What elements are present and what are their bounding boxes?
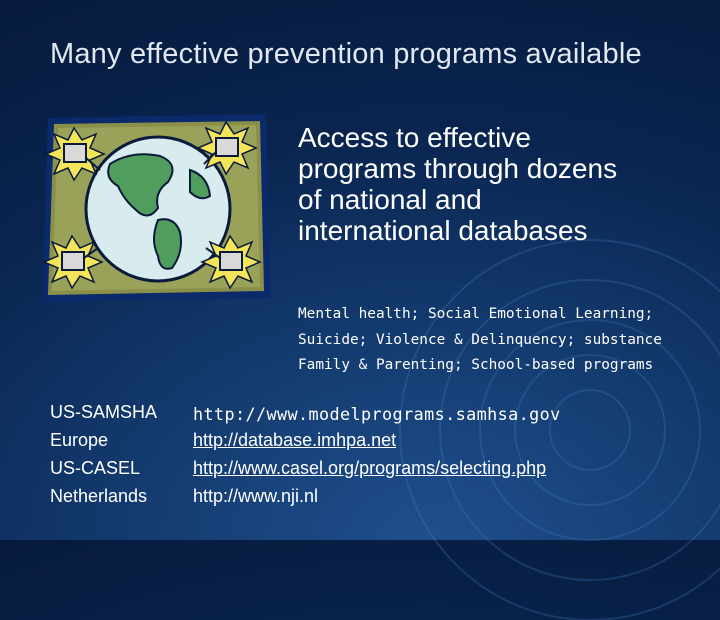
resource-region: US-SAMSHA <box>50 402 158 422</box>
resource-region: Netherlands <box>50 486 148 506</box>
topic-line: Suicide; Violence & Delinquency; substance <box>298 331 662 348</box>
topic-line: Mental health; Social Emotional Learning; <box>298 306 654 322</box>
globe-network-clipart-icon <box>40 112 275 304</box>
lead-line: international databases <box>298 215 588 246</box>
resource-row <box>50 430 710 458</box>
database-resource-list <box>50 402 710 514</box>
resource-row <box>50 458 710 486</box>
lead-line: Access to effective <box>298 122 531 153</box>
slide-title: Many effective prevention programs available <box>50 38 642 70</box>
lead-line: programs through dozens <box>298 153 618 184</box>
resource-row <box>50 486 710 514</box>
resource-link[interactable]: http://www.casel.org/programs/selecting.php <box>193 458 547 478</box>
resource-link[interactable]: http://www.nji.nl <box>193 486 319 506</box>
topic-list <box>298 302 713 379</box>
resource-link[interactable]: http://database.imhpa.net <box>193 430 397 450</box>
topic-line: Family & Parenting; School-based programs <box>298 357 654 373</box>
resource-region: Europe <box>50 430 109 450</box>
lead-line: of national and <box>298 184 482 215</box>
resource-row <box>50 402 710 430</box>
resource-region: US-CASEL <box>50 458 141 478</box>
lead-statement <box>298 122 708 246</box>
resource-link[interactable]: http://www.modelprograms.samhsa.gov <box>193 404 561 424</box>
